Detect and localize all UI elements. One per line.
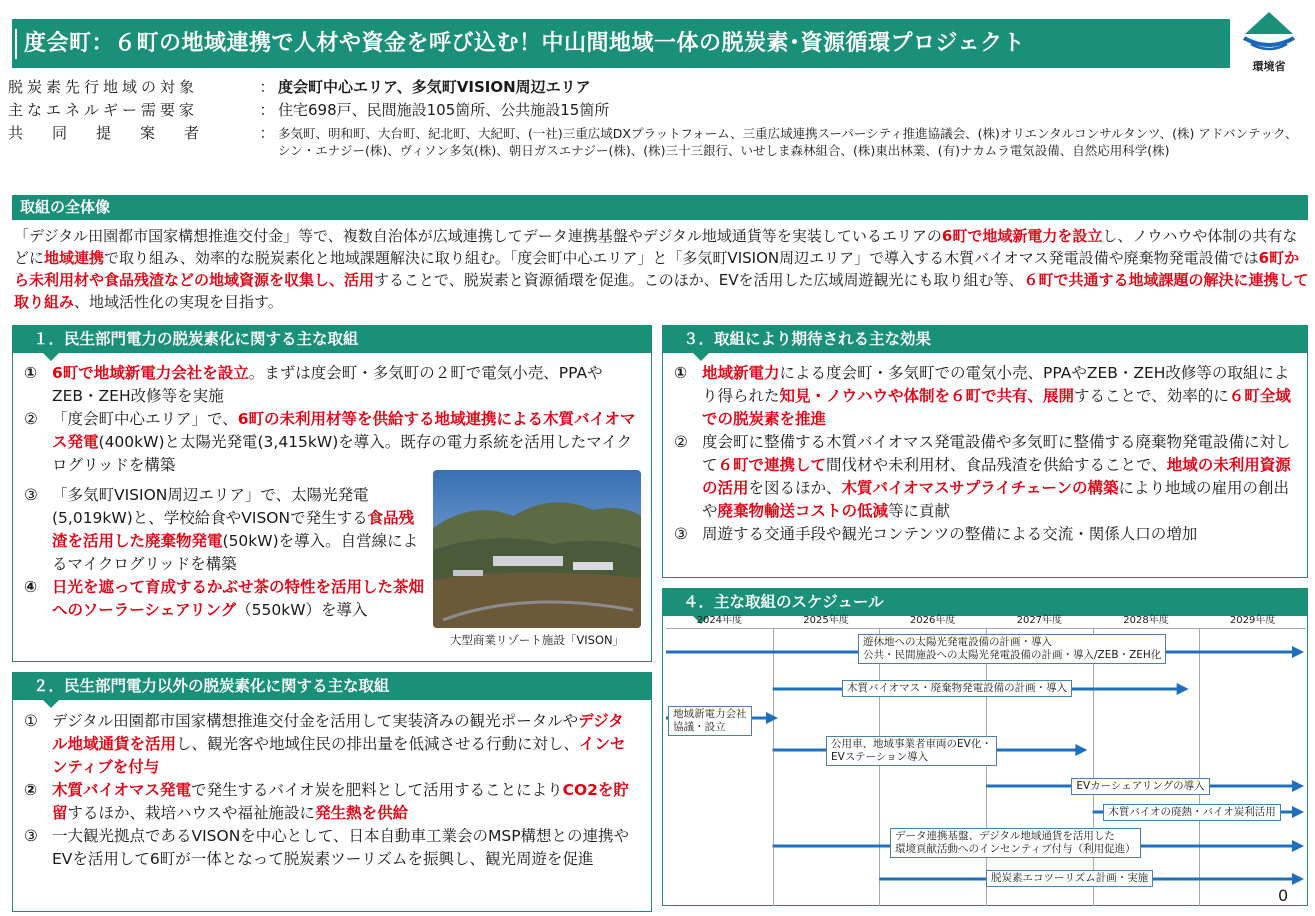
emphasis: ６町で連携して — [717, 456, 827, 474]
logo-label: 環境省 — [1252, 60, 1286, 73]
emphasis: 知見・ノウハウや体制を６町で共有、展開 — [779, 387, 1075, 405]
schedule-label — [668, 706, 752, 736]
text: することで、効率的に — [1074, 387, 1229, 405]
colon: ： — [259, 78, 275, 96]
section-3-heading: ３．取組により期待される主な効果 — [663, 326, 1307, 353]
schedule-label — [1071, 778, 1209, 795]
schedule-arrow-head — [1292, 840, 1304, 852]
text: による度会町・多気町での電気小売、PPAやZEB・ZEH改修等の取組により得られた — [702, 364, 1290, 405]
schedule-label-line: 公用車、地域事業者車両のEV化・ — [831, 738, 992, 750]
schedule-label-line: EVカーシェアリングの導入 — [1076, 780, 1205, 792]
schedule-label-line: 公共・民間施設への太陽光発電設備の計画・導入/ZEB・ZEH化 — [863, 649, 1162, 661]
schedule-label-line: 環境貢献活動へのインセンティブ付与（利用促進） — [895, 843, 1136, 855]
text: (400kW)と太陽光発電(3,415kW)を導入。既存の電力系統を活用したマイクログリッドを構築 — [52, 433, 633, 474]
schedule-label-line: 木質バイオの廃熱・バイオ炭利活用 — [1108, 806, 1276, 818]
schedule-arrow-head — [1292, 780, 1304, 792]
emphasis: 地域新電力 — [702, 364, 780, 382]
text: で発生するバイオ炭を肥料として活用することにより — [191, 781, 563, 799]
list-item — [24, 576, 428, 622]
ministry-of-environment-logo — [1232, 8, 1306, 74]
emphasis: 地域連携 — [44, 249, 105, 267]
item-number: ① — [24, 364, 38, 382]
text: 度会町に整備する木質バイオマス発電設備や多気町に整備する廃棄物発電設備に対して — [702, 433, 1291, 474]
item-number: ② — [24, 781, 38, 799]
text: 、地域活性化の実現を目指す。 — [74, 293, 283, 311]
section-2-heading: ２．民生部門電力以外の脱炭素化に関する主な取組 — [13, 673, 651, 700]
schedule-label — [890, 828, 1141, 858]
schedule-label-line: データ連携基盤、デジタル地域通貨を活用した — [895, 830, 1115, 842]
year-header: 2027年度 — [1016, 615, 1063, 626]
text: デジタル田園都市国家構想推進交付金を活用して実装済みの観光ポータルや — [52, 712, 579, 730]
colon: ： — [259, 101, 275, 119]
schedule-label-line: EVステーション導入 — [831, 751, 929, 763]
list-item — [674, 362, 1292, 431]
year-header: 2025年度 — [803, 615, 849, 626]
section-1-heading: １．民生部門電力の脱炭素化に関する主な取組 — [13, 326, 651, 353]
schedule-label-line: 木質バイオマス・廃棄物発電設備の計画・導入 — [847, 682, 1068, 694]
text: 間伐材や未利用材、食品残渣を供給することで、 — [826, 456, 1167, 474]
schedule-arrow-head — [1177, 683, 1189, 695]
text: することで、脱炭素と資源循環を促進。このほか、EVを活用した広域周遊観光にも取り組む等、 — [374, 271, 1024, 289]
photo-caption: 大型商業リゾート施設「VISON」 — [449, 633, 625, 647]
schedule-arrow-head — [1075, 744, 1087, 756]
item-number: ① — [24, 712, 38, 730]
schedule-arrow-head — [1292, 646, 1304, 658]
schedule-arrow-head — [766, 712, 778, 724]
schedule-label-line: 地域新電力会社 — [673, 708, 747, 720]
target-area-value: 度会町中心エリア、多気町VISION周辺エリア — [278, 78, 591, 96]
year-header: 2024年度 — [696, 615, 743, 626]
section-3-items — [674, 362, 1292, 546]
schedule-label — [1103, 804, 1280, 821]
section-1-items-continued — [24, 484, 428, 622]
schedule-label-line: 遊休地への太陽光発電設備の計画・導入 — [863, 636, 1052, 648]
text: を図るほか、 — [748, 479, 842, 497]
emphasis: ６町で共通する地域課題の解決に連携して取り組み — [14, 271, 1309, 311]
list-item — [24, 779, 638, 825]
emphasis: 木質バイオマスサプライチェーンの構築 — [841, 479, 1119, 497]
text: 「度会町中心エリア」で、 — [52, 410, 238, 428]
year-header: 2029年度 — [1229, 615, 1276, 626]
emphasis: 発生熱を供給 — [315, 804, 409, 822]
item-number: ② — [24, 410, 38, 428]
emphasis: インセンティブを付与 — [52, 735, 626, 776]
list-item — [24, 710, 638, 779]
text: 。まずは度会町・多気町の２町で電気小売、PPAやZEB・ZEH改修等を実施 — [52, 364, 603, 405]
emphasis: 日光を遮って育成するかぶせ茶の特性を活用した茶畑へのソーラーシェアリング — [52, 578, 425, 619]
logo-icon — [1241, 8, 1297, 52]
schedule-label — [858, 634, 1166, 664]
text: 「デジタル田園都市国家構想推進交付金」等で、複数自治体が広域連携してデータ連携基盤やデジタル地域通貨等を実装しているエリアの — [14, 227, 942, 245]
year-header: 2026年度 — [909, 615, 956, 626]
target-area-key: 脱炭素先行地域の対象 — [8, 78, 199, 96]
emphasis: ６町全域での脱炭素を推進 — [702, 387, 1291, 428]
list-item — [24, 362, 638, 408]
co-proposers-key: 共同提案者 — [8, 124, 229, 142]
schedule-label — [986, 870, 1153, 887]
text: 一大観光拠点であるVISONを中心として、日本自動車工業会のMSP構想との連携やEVを活用して6町が一体となって脱炭素ツーリズムを振興し、観光周遊を促進 — [52, 827, 630, 868]
section-1-items — [24, 362, 638, 477]
energy-demand-key: 主なエネルギー需要家 — [8, 101, 199, 119]
schedule-arrow-head — [1292, 806, 1304, 818]
emphasis: 廃棄物輸送コストの低減 — [717, 502, 889, 520]
emphasis: 6町で地域新電力を設立 — [941, 227, 1103, 245]
vison-resort-photo — [433, 470, 641, 628]
section-4-heading: ４．主な取組のスケジュール — [663, 589, 1307, 616]
emphasis: 木質バイオマス発電 — [52, 781, 192, 799]
project-info — [8, 76, 1308, 159]
schedule-gantt — [666, 614, 1306, 906]
overview-heading: 取組の全体像 — [12, 195, 1308, 220]
item-number: ③ — [24, 827, 38, 845]
list-item — [24, 484, 428, 576]
overview-text — [14, 225, 1309, 313]
emphasis: 6町の未利用材等を供給する地域連携による木質バイオマス発電 — [52, 410, 636, 451]
text: により地域の雇用の創出や — [702, 479, 1290, 520]
emphasis: デジタル地域通貨を活用 — [52, 712, 624, 753]
page-title: 度会町：６町の地域連携で人材や資金を呼び込む！中山間地域一体の脱炭素･資源循環プロジェクト — [12, 19, 1230, 68]
text: するほか、栽培ハウスや福祉施設に — [67, 804, 316, 822]
emphasis: 6町で地域新電力会社を設立 — [52, 364, 249, 382]
energy-demand-value: 住宅698戸、民間施設105箇所、公共施設15箇所 — [278, 101, 610, 119]
item-number: ③ — [24, 486, 38, 504]
text: で取り組み、効率的な脱炭素化と地域課題解決に取り組む。「度会町中心エリア」と「多気町VISION周辺エリア」で導入する木質バイオマス発電設備や廃棄物発電設備では — [104, 249, 1259, 267]
list-item — [24, 408, 638, 477]
list-item — [674, 523, 1292, 546]
schedule-label — [842, 680, 1072, 697]
emphasis: 地域の未利用資源の活用 — [702, 456, 1291, 497]
schedule-label — [826, 736, 997, 766]
text: し、観光客や地域住民の排出量を低減させる行動に対し、 — [176, 735, 580, 753]
section-2-items — [24, 710, 638, 871]
emphasis: 6町から未利用材や食品残渣などの地域資源を収集し、活用 — [14, 249, 1300, 289]
item-number: ① — [674, 364, 688, 382]
emphasis: CO2を貯留 — [52, 781, 629, 822]
schedule-label-line: 脱炭素エコツーリズム計画・実施 — [991, 872, 1149, 884]
co-proposers-value: 多気町、明和町、大台町、紀北町、大紀町、(一社)三重広域DXプラットフォーム、三重広域連携スーパーシティ推進協議会、(株)オリエンタルコンサルタンツ、(株) アドバンテック、シン・エナジー(株)、ヴィソン多気(株)、朝日ガスエナジー(株)、(株)三十三銀行、いせしま森林組合、(株)東出林業、(有)ナカムラ電気設備、自然応用科学(株) — [278, 126, 1298, 158]
list-item — [674, 431, 1292, 523]
text: 周遊する交通手段や観光コンテンツの整備による交流・関係人口の増加 — [702, 525, 1198, 543]
text: し、ノウハウや体制の共有などに — [14, 227, 1298, 267]
page-number: 0 — [1278, 886, 1289, 905]
colon: ： — [259, 124, 275, 142]
schedule-label-line: 協議・設立 — [673, 721, 726, 733]
item-number: ④ — [24, 578, 38, 596]
schedule-arrow-head — [1292, 873, 1304, 885]
text: （550kW）を導入 — [236, 601, 368, 619]
emphasis: 食品残渣を活用した廃棄物発電 — [52, 509, 415, 550]
text: (50kW)を導入。自営線によるマイクログリッドを構築 — [52, 532, 419, 573]
list-item — [24, 825, 638, 871]
item-number: ② — [674, 433, 688, 451]
text: 「多気町VISION周辺エリア」で、太陽光発電(5,019kW)と、学校給食やVISONで発生する — [52, 486, 369, 527]
year-header: 2028年度 — [1123, 615, 1169, 626]
item-number: ③ — [674, 525, 688, 543]
text: 等に貢献 — [888, 502, 951, 520]
